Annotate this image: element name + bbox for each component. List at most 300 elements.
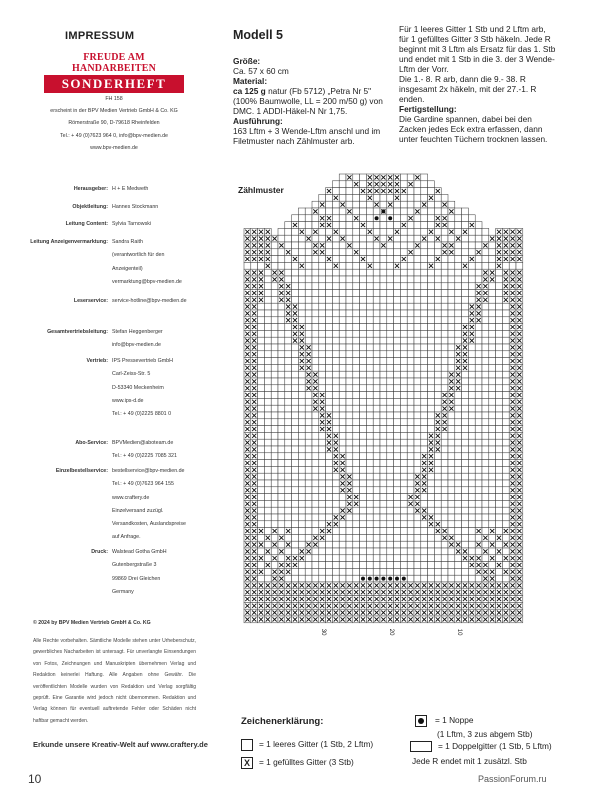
grid-cell xyxy=(360,215,367,222)
grid-cell xyxy=(332,351,339,358)
grid-cell xyxy=(448,344,455,351)
grid-cell xyxy=(475,242,482,249)
grid-cell xyxy=(489,344,496,351)
noppe-mark xyxy=(395,577,399,581)
grid-cell xyxy=(264,330,271,337)
grid-cell xyxy=(407,235,414,242)
grid-cell xyxy=(387,358,394,365)
credit-value[interactable]: info@bpv-medien.de xyxy=(112,342,161,349)
grid-cell xyxy=(428,324,435,331)
grid-cell xyxy=(441,310,448,317)
grid-cell xyxy=(360,398,367,405)
grid-cell xyxy=(475,405,482,412)
grid-cell xyxy=(366,541,373,548)
grid-cell xyxy=(489,358,496,365)
grid-cell xyxy=(482,541,489,548)
grid-cell xyxy=(434,575,441,582)
grid-cell xyxy=(332,208,339,215)
grid-cell xyxy=(496,290,503,297)
grid-cell xyxy=(360,514,367,521)
grid-cell xyxy=(346,439,353,446)
grid-cell xyxy=(312,453,319,460)
grid-cell xyxy=(258,500,265,507)
grid-cell xyxy=(475,500,482,507)
grid-cell xyxy=(489,548,496,555)
grid-cell xyxy=(496,398,503,405)
grid-cell xyxy=(319,385,326,392)
grid-cell xyxy=(292,480,299,487)
grid-cell xyxy=(468,344,475,351)
grid-cell xyxy=(346,290,353,297)
grid-cell xyxy=(462,222,469,229)
grid-cell xyxy=(407,324,414,331)
grid-cell xyxy=(271,507,278,514)
grid-cell xyxy=(319,453,326,460)
grid-cell xyxy=(285,385,292,392)
grid-cell xyxy=(502,351,509,358)
grid-cell xyxy=(298,568,305,575)
grid-cell xyxy=(326,228,333,235)
grid-cell xyxy=(326,324,333,331)
grid-cell xyxy=(353,507,360,514)
grid-cell xyxy=(285,432,292,439)
grid-cell xyxy=(360,548,367,555)
grid-cell xyxy=(468,432,475,439)
grid-cell xyxy=(346,330,353,337)
grid-cell xyxy=(312,283,319,290)
grid-cell xyxy=(407,269,414,276)
grid-cell xyxy=(482,364,489,371)
grid-cell xyxy=(346,385,353,392)
grid-cell xyxy=(455,555,462,562)
grid-cell xyxy=(475,494,482,501)
grid-cell xyxy=(353,310,360,317)
grid-cell xyxy=(360,371,367,378)
grid-cell xyxy=(407,412,414,419)
grid-cell xyxy=(428,419,435,426)
grid-cell xyxy=(428,188,435,195)
grid-cell xyxy=(482,426,489,433)
grid-cell xyxy=(400,174,407,181)
grid-cell xyxy=(258,317,265,324)
grid-cell xyxy=(285,330,292,337)
craftery-link[interactable]: Erkunde unsere Kreativ-Welt auf www.craftery.de xyxy=(33,740,208,749)
grid-cell xyxy=(428,548,435,555)
grid-cell xyxy=(278,528,285,535)
grid-cell xyxy=(326,201,333,208)
grid-cell xyxy=(278,235,285,242)
grid-cell xyxy=(353,201,360,208)
grid-cell xyxy=(373,432,380,439)
grid-cell xyxy=(502,412,509,419)
grid-cell xyxy=(462,371,469,378)
credit-value[interactable]: bestellservice@bpv-medien.de xyxy=(112,468,185,474)
grid-cell xyxy=(285,344,292,351)
grid-cell xyxy=(319,276,326,283)
grid-cell xyxy=(380,446,387,453)
grid-cell xyxy=(489,466,496,473)
grid-cell xyxy=(462,310,469,317)
grid-cell xyxy=(468,405,475,412)
grid-cell xyxy=(428,310,435,317)
grid-cell xyxy=(428,235,435,242)
grid-cell xyxy=(394,398,401,405)
grid-cell xyxy=(319,575,326,582)
grid-cell xyxy=(421,337,428,344)
credit-value[interactable]: www.ips-d.de xyxy=(112,397,144,404)
grid-cell xyxy=(264,419,271,426)
grid-cell xyxy=(414,568,421,575)
grid-cell xyxy=(421,371,428,378)
grid-cell xyxy=(360,507,367,514)
credit-value[interactable]: vermarktung@bpv-medien.de xyxy=(112,278,182,285)
credit-value[interactable]: service-hotline@bpv-medien.de xyxy=(112,298,187,304)
grid-cell xyxy=(502,466,509,473)
grid-cell xyxy=(366,385,373,392)
grid-cell xyxy=(441,378,448,385)
grid-cell xyxy=(428,269,435,276)
grid-cell xyxy=(489,310,496,317)
grid-cell xyxy=(373,405,380,412)
grid-cell xyxy=(264,426,271,433)
grid-cell xyxy=(360,364,367,371)
grid-cell xyxy=(455,256,462,263)
grid-cell xyxy=(360,181,367,188)
credit-label: Druck: xyxy=(91,549,108,555)
grid-cell xyxy=(271,371,278,378)
grid-cell xyxy=(400,215,407,222)
grid-cell xyxy=(353,541,360,548)
legend-empty xyxy=(241,739,373,751)
grid-cell xyxy=(366,290,373,297)
grid-cell xyxy=(319,562,326,569)
grid-cell xyxy=(421,419,428,426)
grid-cell xyxy=(319,548,326,555)
grid-cell xyxy=(346,344,353,351)
grid-cell xyxy=(387,330,394,337)
grid-cell xyxy=(455,330,462,337)
grid-cell xyxy=(360,494,367,501)
grid-cell xyxy=(496,507,503,514)
grid-cell xyxy=(380,528,387,535)
grid-cell xyxy=(475,460,482,467)
grid-cell xyxy=(305,208,312,215)
grid-cell xyxy=(271,453,278,460)
grid-cell xyxy=(387,432,394,439)
grid-cell xyxy=(428,330,435,337)
grid-cell xyxy=(448,364,455,371)
grid-cell xyxy=(434,507,441,514)
grid-cell xyxy=(298,249,305,256)
grid-cell xyxy=(298,541,305,548)
grid-cell xyxy=(298,371,305,378)
grid-cell xyxy=(496,330,503,337)
grid-cell xyxy=(407,555,414,562)
grid-cell xyxy=(448,419,455,426)
grid-cell xyxy=(448,337,455,344)
grid-cell xyxy=(258,398,265,405)
grid-cell xyxy=(305,412,312,419)
credit-value: IPS Pressevertrieb GmbH xyxy=(112,358,173,364)
grid-cell xyxy=(366,358,373,365)
grid-cell xyxy=(339,256,346,263)
grid-cell xyxy=(312,337,319,344)
grid-cell xyxy=(366,466,373,473)
grid-cell xyxy=(373,494,380,501)
grid-cell xyxy=(489,562,496,569)
grid-cell xyxy=(462,296,469,303)
grid-cell xyxy=(366,453,373,460)
grid-cell xyxy=(285,242,292,249)
grid-cell xyxy=(421,303,428,310)
grid-cell xyxy=(387,555,394,562)
grid-cell xyxy=(489,487,496,494)
grid-cell xyxy=(264,310,271,317)
grid-cell xyxy=(407,419,414,426)
grid-cell xyxy=(360,344,367,351)
grid-cell xyxy=(394,405,401,412)
grid-cell xyxy=(509,262,516,269)
grid-cell xyxy=(496,521,503,528)
grid-cell xyxy=(482,453,489,460)
grid-cell xyxy=(421,534,428,541)
grid-cell xyxy=(271,290,278,297)
grid-cell xyxy=(366,324,373,331)
grid-cell xyxy=(496,412,503,419)
grid-cell xyxy=(326,310,333,317)
grid-cell xyxy=(475,473,482,480)
grid-cell xyxy=(353,439,360,446)
grid-cell xyxy=(441,337,448,344)
grid-cell xyxy=(380,222,387,229)
grid-cell xyxy=(455,453,462,460)
grid-cell xyxy=(339,528,346,535)
grid-cell xyxy=(400,296,407,303)
grid-cell xyxy=(285,324,292,331)
grid-cell xyxy=(394,344,401,351)
grid-cell xyxy=(326,330,333,337)
grid-cell xyxy=(285,500,292,507)
grid-cell xyxy=(332,548,339,555)
grid-cell xyxy=(285,473,292,480)
grid-cell xyxy=(285,364,292,371)
grid-cell xyxy=(319,514,326,521)
grid-cell xyxy=(502,575,509,582)
grid-cell xyxy=(462,249,469,256)
grid-cell xyxy=(448,256,455,263)
grid-cell xyxy=(326,494,333,501)
grid-cell xyxy=(312,317,319,324)
grid-cell xyxy=(285,358,292,365)
grid-cell xyxy=(332,242,339,249)
grid-cell xyxy=(339,371,346,378)
grid-cell xyxy=(496,405,503,412)
grid-cell xyxy=(319,378,326,385)
grid-cell xyxy=(468,500,475,507)
grid-cell xyxy=(407,201,414,208)
grid-cell xyxy=(326,269,333,276)
grid-cell xyxy=(292,548,299,555)
grid-cell xyxy=(298,439,305,446)
grid-cell xyxy=(475,575,482,582)
grid-cell xyxy=(475,412,482,419)
grid-cell xyxy=(339,296,346,303)
grid-cell xyxy=(468,249,475,256)
grid-cell xyxy=(264,528,271,535)
credit-value: Walstead Gotha GmbH xyxy=(112,549,167,555)
grid-cell xyxy=(407,480,414,487)
grid-cell xyxy=(441,290,448,297)
grid-cell xyxy=(462,568,469,575)
grid-cell xyxy=(353,575,360,582)
grid-cell xyxy=(373,541,380,548)
grid-cell xyxy=(366,405,373,412)
grid-cell xyxy=(305,296,312,303)
grid-cell xyxy=(387,439,394,446)
grid-cell xyxy=(305,324,312,331)
grid-cell xyxy=(400,201,407,208)
grid-cell xyxy=(407,575,414,582)
grid-cell xyxy=(496,310,503,317)
grid-cell xyxy=(441,208,448,215)
grid-cell xyxy=(380,290,387,297)
grid-cell xyxy=(298,290,305,297)
grid-cell xyxy=(414,460,421,467)
grid-cell xyxy=(319,507,326,514)
grid-cell xyxy=(394,473,401,480)
grid-cell xyxy=(305,290,312,297)
grid-cell xyxy=(326,262,333,269)
grid-cell xyxy=(326,208,333,215)
grid-cell xyxy=(407,398,414,405)
grid-cell xyxy=(394,487,401,494)
grid-cell xyxy=(448,446,455,453)
grid-cell xyxy=(264,494,271,501)
grid-cell xyxy=(285,514,292,521)
grid-cell xyxy=(332,494,339,501)
grid-cell xyxy=(421,188,428,195)
grid-cell xyxy=(400,194,407,201)
grid-cell xyxy=(319,208,326,215)
grid-cell xyxy=(292,371,299,378)
grid-cell xyxy=(360,337,367,344)
grid-cell xyxy=(353,262,360,269)
grid-cell xyxy=(264,392,271,399)
grid-cell xyxy=(455,426,462,433)
grid-cell xyxy=(360,228,367,235)
grid-cell xyxy=(292,364,299,371)
grid-cell xyxy=(394,534,401,541)
instructions-p1: Für 1 leeres Gitter 1 Stb und 2 Lftm arb, für 1 gefülltes Gitter 3 Stb häkeln. Jede R beginnt mit 3 Lftm als Ersatz für das 1. Stb und endet mit 1 Stb in die 3. der 3 Wende-Lftm der Vorr. xyxy=(399,24,556,74)
grid-cell xyxy=(346,276,353,283)
grid-cell xyxy=(319,432,326,439)
grid-cell xyxy=(380,521,387,528)
grid-cell xyxy=(394,494,401,501)
instructions-p2: Die 1.- 8. R arb, dann die 9.- 38. R insgesamt 2x häkeln, mit der 27.-1. R enden. xyxy=(399,74,537,104)
grid-cell xyxy=(455,432,462,439)
grid-cell xyxy=(312,256,319,263)
grid-cell xyxy=(407,507,414,514)
grid-cell xyxy=(475,222,482,229)
grid-cell xyxy=(258,324,265,331)
credit-value[interactable]: www.craftery.de xyxy=(112,494,150,501)
grid-cell xyxy=(455,337,462,344)
grid-cell xyxy=(394,500,401,507)
grid-cell xyxy=(292,344,299,351)
grid-cell xyxy=(489,494,496,501)
grid-cell xyxy=(462,208,469,215)
grid-cell xyxy=(414,541,421,548)
grid-cell xyxy=(448,528,455,535)
grid-cell xyxy=(305,303,312,310)
grid-cell xyxy=(387,494,394,501)
grid-cell xyxy=(258,575,265,582)
grid-cell xyxy=(339,249,346,256)
grid-cell xyxy=(305,398,312,405)
grid-cell xyxy=(394,317,401,324)
grid-cell xyxy=(312,296,319,303)
grid-cell xyxy=(366,215,373,222)
grid-cell xyxy=(298,385,305,392)
grid-cell xyxy=(292,439,299,446)
grid-cell xyxy=(366,235,373,242)
grid-cell xyxy=(366,344,373,351)
grid-cell xyxy=(387,541,394,548)
grid-cell xyxy=(400,528,407,535)
grid-cell xyxy=(373,426,380,433)
grid-cell xyxy=(482,487,489,494)
credit-value: H + E Medweth xyxy=(112,186,149,192)
grid-cell xyxy=(475,256,482,263)
grid-cell xyxy=(407,242,414,249)
grid-cell xyxy=(468,283,475,290)
grid-cell xyxy=(271,378,278,385)
grid-cell xyxy=(414,188,421,195)
grid-cell xyxy=(502,548,509,555)
grid-cell xyxy=(489,283,496,290)
grid-cell xyxy=(434,534,441,541)
double-grid-icon xyxy=(410,741,432,752)
grid-cell xyxy=(394,562,401,569)
grid-cell xyxy=(278,494,285,501)
grid-cell xyxy=(421,249,428,256)
grid-cell xyxy=(414,269,421,276)
grid-cell xyxy=(468,507,475,514)
grid-cell xyxy=(305,249,312,256)
grid-cell xyxy=(380,466,387,473)
grid-cell xyxy=(496,500,503,507)
grid-cell xyxy=(332,378,339,385)
grid-cell xyxy=(258,453,265,460)
grid-cell xyxy=(278,364,285,371)
grid-cell xyxy=(366,371,373,378)
credit-value[interactable]: BPVMedien@aboteam.de xyxy=(112,440,174,446)
grid-cell xyxy=(278,330,285,337)
grid-cell xyxy=(468,269,475,276)
grid-cell xyxy=(312,358,319,365)
grid-cell xyxy=(400,378,407,385)
grid-cell xyxy=(360,541,367,548)
grid-cell xyxy=(353,351,360,358)
grid-cell xyxy=(421,208,428,215)
grid-cell xyxy=(332,358,339,365)
grid-cell xyxy=(373,555,380,562)
grid-cell xyxy=(360,208,367,215)
grid-cell xyxy=(455,324,462,331)
grid-cell xyxy=(305,215,312,222)
grid-cell xyxy=(332,317,339,324)
grid-cell xyxy=(305,453,312,460)
